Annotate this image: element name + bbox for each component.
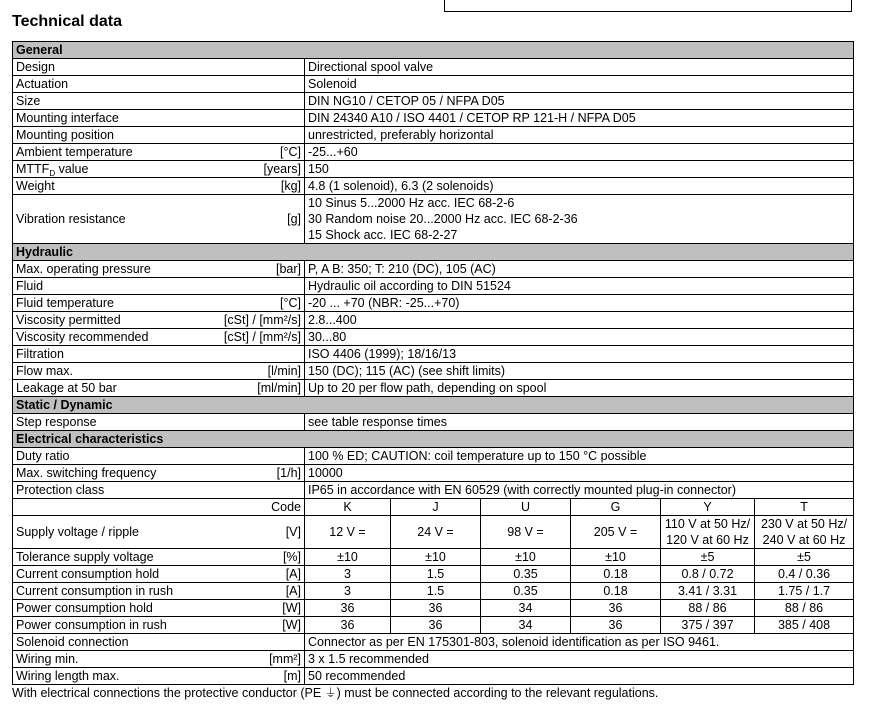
table-row: [13, 178, 854, 195]
row-value: P, A B: 350; T: 210 (DC), 105 (AC): [305, 261, 854, 278]
value-cell: 1.5: [391, 583, 481, 600]
row-unit: [bar]: [208, 261, 305, 278]
row-unit: [208, 76, 305, 93]
row-label: Step response: [13, 414, 208, 431]
value-cell: 36: [571, 600, 661, 617]
row-label: Actuation: [13, 76, 208, 93]
row-label: Wiring min.: [13, 651, 208, 668]
vibration-line: 30 Random noise 20...2000 Hz acc. IEC 68-2-36: [308, 212, 578, 226]
mttf-label: MTTF: [16, 161, 50, 176]
row-unit: [%]: [208, 549, 305, 566]
code-cell: T: [755, 499, 854, 516]
voltage-line: 110 V at 50 Hz/: [664, 517, 751, 531]
table-row: [13, 651, 854, 668]
row-unit: [mm²]: [208, 651, 305, 668]
value-cell: 0.8 / 0.72: [661, 566, 755, 583]
value-cell: 3: [305, 566, 391, 583]
row-unit: [W]: [208, 617, 305, 634]
value-cell: 3: [305, 583, 391, 600]
row-label: Viscosity recommended: [13, 329, 208, 346]
row-label: Filtration: [13, 346, 208, 363]
voltage-cell: 24 V =: [391, 516, 481, 549]
row-label: Wiring length max.: [13, 668, 208, 685]
row-label: Protection class: [13, 482, 208, 499]
table-row: [13, 617, 854, 634]
row-value: -20 ... +70 (NBR: -25...+70): [305, 295, 854, 312]
voltage-line: 120 V at 60 Hz: [666, 533, 749, 547]
row-unit: [208, 110, 305, 127]
row-label: Size: [13, 93, 208, 110]
row-unit: [cSt] / [mm²/s]: [208, 329, 305, 346]
table-row: [13, 465, 854, 482]
voltage-line: 230 V at 50 Hz/: [760, 517, 848, 531]
row-value: -25...+60: [305, 144, 854, 161]
voltage-cell: 98 V =: [481, 516, 571, 549]
table-row: [13, 195, 854, 244]
row-label: Vibration resistance: [13, 195, 208, 244]
value-cell: 0.4 / 0.36: [755, 566, 854, 583]
value-cell: ±5: [755, 549, 854, 566]
table-row: [13, 295, 854, 312]
table-row: [13, 363, 854, 380]
code-cell: K: [305, 499, 391, 516]
row-unit: [208, 448, 305, 465]
row-unit: [208, 59, 305, 76]
table-row: [13, 93, 854, 110]
value-cell: 36: [571, 617, 661, 634]
row-value: 2.8...400: [305, 312, 854, 329]
row-label: Duty ratio: [13, 448, 208, 465]
value-cell: 1.75 / 1.7: [755, 583, 854, 600]
value-cell: 34: [481, 617, 571, 634]
value-cell: 36: [391, 617, 481, 634]
value-cell: 3.41 / 3.31: [661, 583, 755, 600]
table-row: [13, 127, 854, 144]
row-label: Current consumption in rush: [13, 583, 208, 600]
row-label: Fluid temperature: [13, 295, 208, 312]
table-row: [13, 549, 854, 566]
row-label: Current consumption hold: [13, 566, 208, 583]
row-unit: [°C]: [208, 144, 305, 161]
value-cell: ±10: [481, 549, 571, 566]
row-unit: [208, 346, 305, 363]
value-cell: 34: [481, 600, 571, 617]
header-frame: [444, 0, 852, 12]
page-title: Technical data: [12, 13, 122, 30]
row-label: Viscosity permitted: [13, 312, 208, 329]
row-unit: [m]: [208, 668, 305, 685]
table-row: [13, 583, 854, 600]
section-header-static-dynamic: [13, 397, 854, 414]
code-cell: G: [571, 499, 661, 516]
row-value: Hydraulic oil according to DIN 51524: [305, 278, 854, 295]
row-value: see table response times: [305, 414, 854, 431]
row-value: DIN 24340 A10 / ISO 4401 / CETOP RP 121-H / NFPA D05: [305, 110, 854, 127]
row-value: Connector as per EN 175301-803, solenoid identification as per ISO 9461.: [305, 634, 854, 651]
row-value: 100 % ED; CAUTION: coil temperature up to 150 °C possible: [305, 448, 854, 465]
voltage-cell: 12 V =: [305, 516, 391, 549]
table-row: [13, 161, 854, 178]
table-row: [13, 312, 854, 329]
row-label: Weight: [13, 178, 208, 195]
code-cell: U: [481, 499, 571, 516]
value-cell: 36: [391, 600, 481, 617]
row-unit: [208, 93, 305, 110]
row-label: Tolerance supply voltage: [13, 549, 208, 566]
section-header-electrical: [13, 431, 854, 448]
mttf-subscript: D: [49, 168, 56, 178]
value-cell: ±10: [571, 549, 661, 566]
voltage-cell: 205 V =: [571, 516, 661, 549]
value-cell: ±10: [305, 549, 391, 566]
code-label: Code: [208, 499, 305, 516]
table-row: [13, 668, 854, 685]
voltage-cell: [661, 516, 755, 549]
table-row: [13, 346, 854, 363]
row-label: [13, 499, 208, 516]
table-row: [13, 59, 854, 76]
section-header-hydraulic: [13, 244, 854, 261]
row-label: Supply voltage / ripple: [13, 516, 208, 549]
row-value: 10000: [305, 465, 854, 482]
row-value: ISO 4406 (1999); 18/16/13: [305, 346, 854, 363]
row-value: [305, 195, 854, 244]
row-label: Design: [13, 59, 208, 76]
value-cell: ±10: [391, 549, 481, 566]
code-cell: Y: [661, 499, 755, 516]
row-label: Power consumption in rush: [13, 617, 208, 634]
row-unit: [208, 278, 305, 295]
table-row: [13, 448, 854, 465]
row-unit: [ml/min]: [208, 380, 305, 397]
value-cell: 0.18: [571, 566, 661, 583]
row-label: Leakage at 50 bar: [13, 380, 208, 397]
row-label: Mounting interface: [13, 110, 208, 127]
row-value: 150 (DC); 115 (AC) (see shift limits): [305, 363, 854, 380]
row-label: Solenoid connection: [13, 634, 208, 651]
row-unit: [V]: [208, 516, 305, 549]
table-row: [13, 76, 854, 93]
technical-data-table: [12, 41, 854, 685]
row-unit: [A]: [208, 566, 305, 583]
row-label: [13, 161, 208, 178]
row-unit: [208, 127, 305, 144]
section-title: Electrical characteristics: [13, 431, 854, 448]
ground-icon: ⏚: [324, 686, 337, 700]
row-label: Mounting position: [13, 127, 208, 144]
value-cell: 88 / 86: [755, 600, 854, 617]
table-row: [13, 380, 854, 397]
section-title: Hydraulic: [13, 244, 854, 261]
value-cell: 0.18: [571, 583, 661, 600]
mttf-label-rest: value: [55, 161, 89, 176]
value-cell: ±5: [661, 549, 755, 566]
table-row: [13, 261, 854, 278]
row-unit: [208, 482, 305, 499]
row-value: Up to 20 per flow path, depending on spool: [305, 380, 854, 397]
section-title: General: [13, 42, 854, 59]
code-cell: J: [391, 499, 481, 516]
voltage-line: 240 V at 60 Hz: [762, 533, 846, 547]
section-header-general: [13, 42, 854, 59]
row-unit: [208, 414, 305, 431]
row-label: Flow max.: [13, 363, 208, 380]
row-unit: [g]: [208, 195, 305, 244]
table-row: [13, 329, 854, 346]
footnote-text-end: ) must be connected according to the relevant regulations.: [336, 686, 659, 700]
value-cell: 88 / 86: [661, 600, 755, 617]
table-row: [13, 110, 854, 127]
table-row: [13, 634, 854, 651]
row-label: Ambient temperature: [13, 144, 208, 161]
row-unit: [W]: [208, 600, 305, 617]
table-row: [13, 278, 854, 295]
table-row: [13, 516, 854, 549]
row-value: Directional spool valve: [305, 59, 854, 76]
value-cell: 1.5: [391, 566, 481, 583]
row-label: Max. switching frequency: [13, 465, 208, 482]
value-cell: 0.35: [481, 583, 571, 600]
section-title: Static / Dynamic: [13, 397, 854, 414]
vibration-line: 15 Shock acc. IEC 68-2-27: [308, 228, 458, 242]
row-unit: [208, 634, 305, 651]
row-unit: [years]: [208, 161, 305, 178]
table-row: [13, 482, 854, 499]
row-value: unrestricted, preferably horizontal: [305, 127, 854, 144]
table-row: [13, 414, 854, 431]
row-value: 3 x 1.5 recommended: [305, 651, 854, 668]
table-row: [13, 144, 854, 161]
row-unit: [cSt] / [mm²/s]: [208, 312, 305, 329]
row-unit: [l/min]: [208, 363, 305, 380]
row-value: IP65 in accordance with EN 60529 (with correctly mounted plug-in connector): [305, 482, 854, 499]
row-label: Power consumption hold: [13, 600, 208, 617]
vibration-line: 10 Sinus 5...2000 Hz acc. IEC 68-2-6: [308, 196, 515, 210]
row-value: 30...80: [305, 329, 854, 346]
footnote: [12, 684, 658, 701]
row-unit: [1/h]: [208, 465, 305, 482]
value-cell: 375 / 397: [661, 617, 755, 634]
row-value: 4.8 (1 solenoid), 6.3 (2 solenoids): [305, 178, 854, 195]
row-label: Fluid: [13, 278, 208, 295]
footnote-text-start: With electrical connections the protective conductor (PE: [12, 686, 325, 700]
row-value: Solenoid: [305, 76, 854, 93]
row-unit: [A]: [208, 583, 305, 600]
row-value: 150: [305, 161, 854, 178]
row-label: Max. operating pressure: [13, 261, 208, 278]
row-value: 50 recommended: [305, 668, 854, 685]
value-cell: 0.35: [481, 566, 571, 583]
row-value: DIN NG10 / CETOP 05 / NFPA D05: [305, 93, 854, 110]
voltage-cell: [755, 516, 854, 549]
value-cell: 36: [305, 600, 391, 617]
code-header-row: [13, 499, 854, 516]
value-cell: 385 / 408: [755, 617, 854, 634]
row-unit: [kg]: [208, 178, 305, 195]
row-unit: [°C]: [208, 295, 305, 312]
value-cell: 36: [305, 617, 391, 634]
table-row: [13, 600, 854, 617]
table-row: [13, 566, 854, 583]
